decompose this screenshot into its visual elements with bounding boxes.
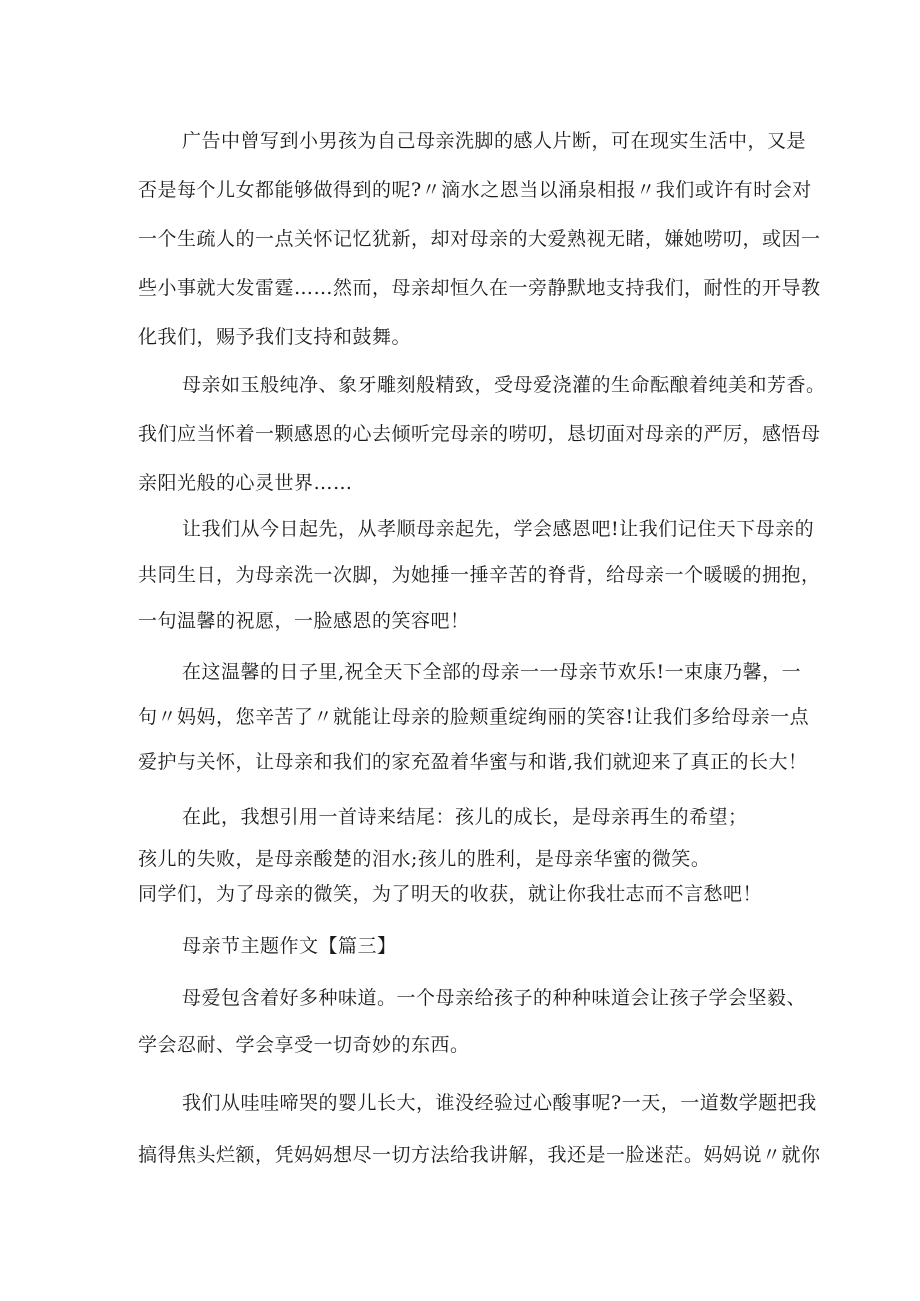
heading-text: 母亲节主题作文【篇三】 xyxy=(182,935,397,957)
text-line: 否是每个儿女都能够做得到的呢?〃滴水之恩当以涌泉相报〃我们或许有时会对 xyxy=(138,179,812,201)
text-line: 句〃妈妈，您辛苦了〃就能让母亲的脸颊重绽绚丽的笑容!让我们多给母亲一点 xyxy=(138,706,810,728)
text-line: 一句温馨的祝愿，一脸感恩的笑容吧！ xyxy=(138,610,470,632)
text-line: 孩儿的失败，是母亲酸楚的泪水;孩儿的胜利，是母亲华蜜的微笑。 xyxy=(138,848,711,870)
paragraph-math-problem xyxy=(138,1077,821,1181)
text-line: 让我们从今日起先，从孝顺母亲起先，学会感恩吧!让我们记住天下母亲的 xyxy=(182,518,815,540)
text-line: 母亲如玉般纯净、象牙雕刻般精致，受母爱浇灌的生命酝酿着纯美和芳香。 xyxy=(182,374,826,396)
text-line: 学会忍耐、学会享受一切奇妙的东西。 xyxy=(138,1034,470,1056)
paragraph-poem-lines xyxy=(138,842,790,912)
paragraph-mothers-sacrifice xyxy=(138,117,821,362)
paragraph-mother-purity xyxy=(138,361,826,508)
text-line: 亲阳光般的心灵世界…… xyxy=(138,472,353,494)
text-line: 些小事就大发雷霆……然而，母亲却恒久在一旁静默地支持我们，耐性的开导教 xyxy=(138,277,821,299)
text-line: 广告中曾写到小男孩为自己母亲洗脚的感人片断，可在现实生活中，又是 xyxy=(182,130,807,152)
text-line: 化我们，赐予我们支持和鼓舞。 xyxy=(138,326,412,348)
text-line: 在此，我想引用一首诗来结尾：孩儿的成长，是母亲再生的希望； xyxy=(182,806,748,828)
paragraph-poem-intro xyxy=(138,797,790,837)
text-line: 我们应当怀着一颗感恩的心去倾听完母亲的唠叨，恳切面对母亲的严厉，感悟母 xyxy=(138,423,821,445)
text-line: 搞得焦头烂额，凭妈妈想尽一切方法给我讲解，我还是一脸迷茫。妈妈说〃就你 xyxy=(138,1144,821,1166)
section-heading xyxy=(138,926,790,966)
paragraph-learn-gratitude xyxy=(138,506,821,644)
text-line: 共同生日，为母亲洗一次脚，为她捶一捶辛苦的脊背，给母亲一个暖暖的拥抱， xyxy=(138,564,821,586)
text-line: 在这温馨的日子里,祝全天下全部的母亲一一母亲节欢乐!一束康乃馨，一 xyxy=(182,661,802,683)
text-line: 同学们，为了母亲的微笑，为了明天的收获，就让你我壮志而不言愁吧！ xyxy=(138,883,763,905)
text-line: 我们从哇哇啼哭的婴儿长大，谁没经验过心酸事呢?一天，一道数学题把我 xyxy=(182,1092,817,1114)
paragraph-flavors-of-love xyxy=(138,975,807,1069)
paragraph-mothers-day-wishes xyxy=(138,650,810,785)
text-line: 爱护与关怀，让母亲和我们的家充盈着华蜜与和谐,我们就迎来了真正的长大！ xyxy=(138,751,808,773)
text-line: 母爱包含着好多种味道。一个母亲给孩子的种种味道会让孩子学会坚毅、 xyxy=(182,987,807,1009)
text-line: 一个生疏人的一点关怀记忆犹新，却对母亲的大爱熟视无睹，嫌她唠叨，或因一 xyxy=(138,228,821,250)
